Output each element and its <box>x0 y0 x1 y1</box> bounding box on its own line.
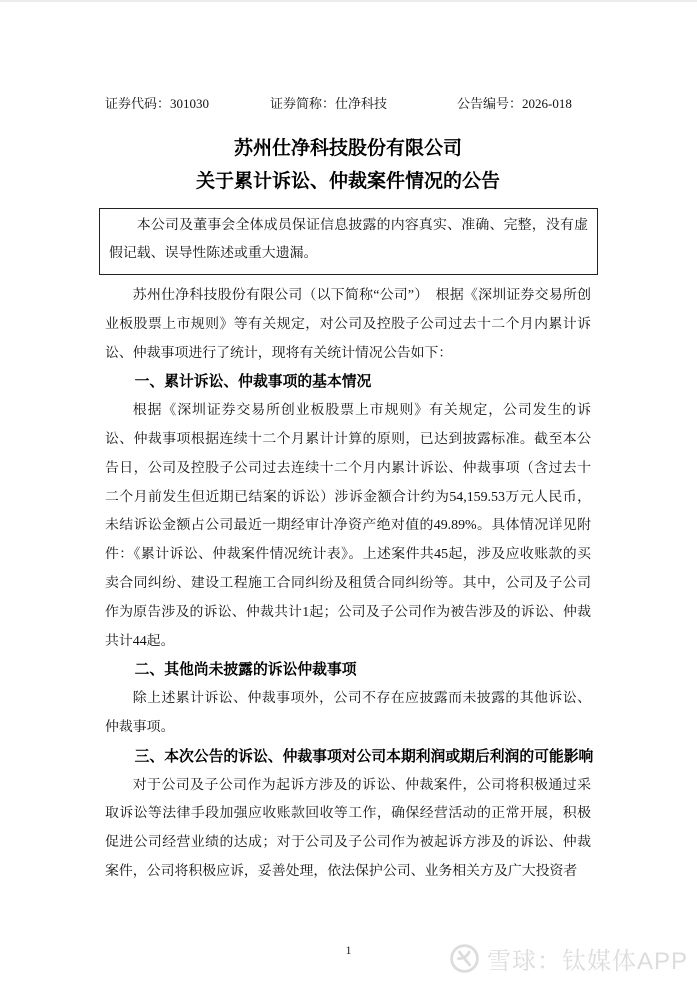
document-body <box>105 282 594 887</box>
document-title-line1: 苏州仕净科技股份有限公司 <box>233 138 462 159</box>
watermark-text: 雪球：钛媒体APP <box>486 948 688 975</box>
announcement-number: 公告编号：2026-018 <box>457 96 572 111</box>
securities-header-row <box>105 94 591 114</box>
section-2-heading: 二、其他尚未披露的诉讼仲裁事项 <box>134 662 357 679</box>
stock-name: 证券简称：仕净科技 <box>270 96 388 111</box>
document-title-line2: 关于累计诉讼、仲裁案件情况的公告 <box>195 171 500 192</box>
page-content <box>0 2 697 887</box>
intro-paragraph: 苏州仕净科技股份有限公司（以下简称“公司”） 根据《深圳证券交易所创业板股票上市规则》等有关规定，对公司及控股子公司过去十二个月内累计诉讼、仲裁事项进行了统计，现将有关统计情况公告如下： <box>105 288 591 361</box>
section-3-paragraph: 对于公司及子公司作为起诉方涉及的诉讼、仲裁案件，公司将积极通过采取诉讼等法律手段加强应收账款回收等工作，确保经营活动的正常开展，积极促进公司经营业绩的达成；对于公司及子公司作为被起诉方涉及的诉讼、仲裁案件，公司将积极应诉，妥善处理，依法保护公司、业务相关方及广大投资者 <box>105 777 591 879</box>
page-number: 1 <box>345 943 352 957</box>
xueqiu-logo-icon <box>449 943 480 974</box>
section-3-heading: 三、本次公告的诉讼、仲裁事项对公司本期利润或期后利润的可能影响 <box>134 748 594 765</box>
watermark <box>449 941 688 976</box>
document-title <box>105 132 591 198</box>
section-1-heading: 一、累计诉讼、仲裁事项的基本情况 <box>134 374 372 391</box>
stock-code: 证券代码：301030 <box>105 96 210 111</box>
declaration-box: 本公司及董事会全体成员保证信息披露的内容真实、准确、完整，没有虚假记载、误导性陈述或重大遗漏。 <box>99 208 598 275</box>
section-1-paragraph: 根据《深圳证券交易所创业板股票上市规则》有关规定，公司发生的诉讼、仲裁事项根据连续十二个月累计计算的原则，已达到披露标准。截至本公告日，公司及控股子公司过去连续十二个月内累计诉讼、仲裁事项（含过去十二个月前发生但近期已结案的诉讼）涉诉金额合计约为54,159.53万元人民币，未结诉讼金额占公司最近一期经审计净资产绝对值的49.89%。具体情况详见附件：《累计诉讼、仲裁案件情况统计表》。上述案件共45起，涉及应收账款的买卖合同纠纷、建设工程施工合同纠纷及租赁合同纠纷等。其中，公司及子公司作为原告涉及的诉讼、仲裁共计1起；公司及子公司作为被告涉及的诉讼、仲裁共计44起。 <box>105 403 591 649</box>
section-2-paragraph: 除上述累计诉讼、仲裁事项外，公司不存在应披露而未披露的其他诉讼、仲裁事项。 <box>105 691 591 735</box>
